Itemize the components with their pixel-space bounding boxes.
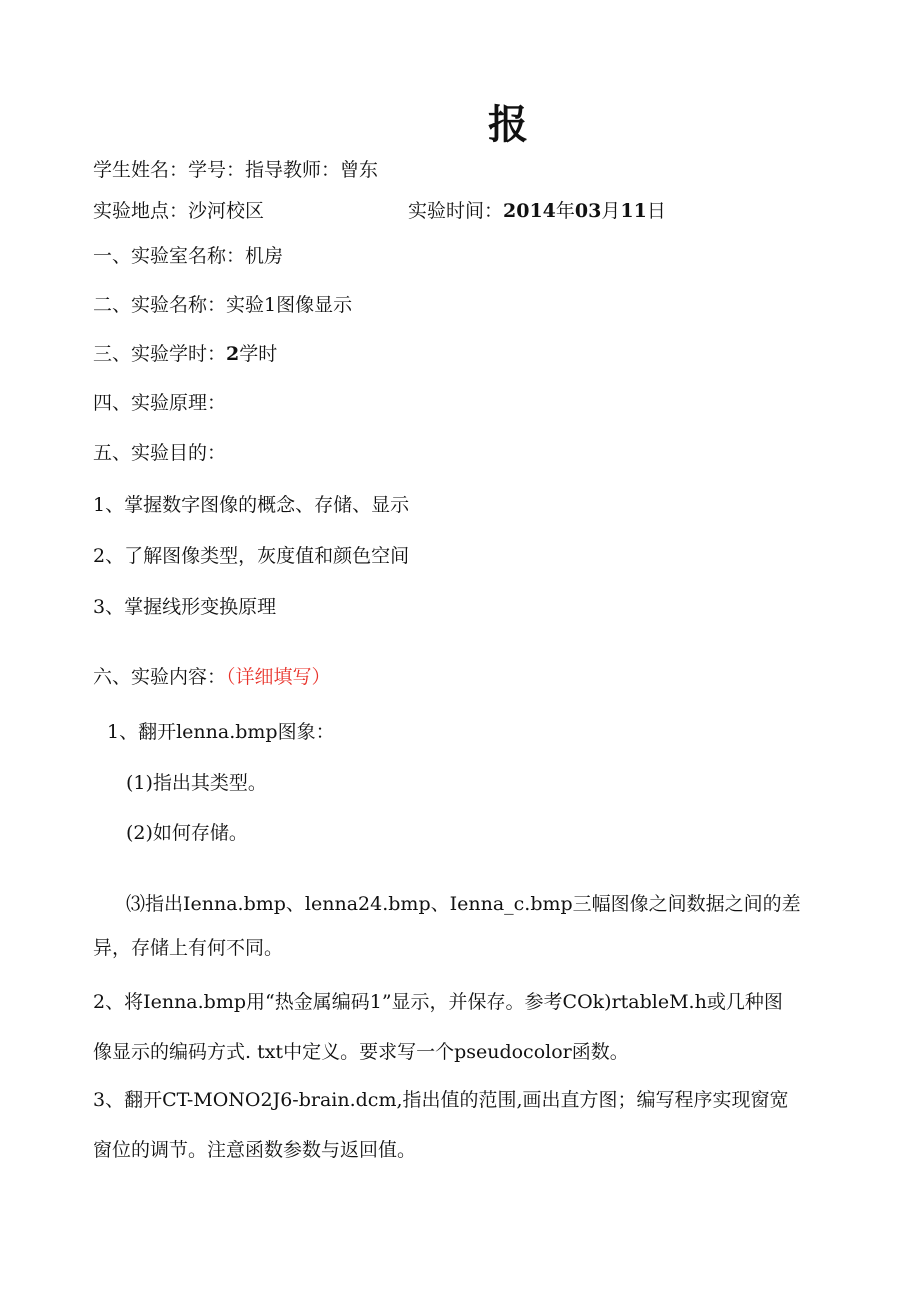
- content-item-2-line-1: 2、将Ienna.bmp用“热金属编码1”显示，并保存。参考COk)rtableM.h或几种图: [93, 991, 783, 1013]
- lab-time-day: 11: [620, 200, 647, 222]
- lab-hours-value: 2: [226, 343, 240, 365]
- student-info-line: 学生姓名：学号：指导教师：曾东: [93, 159, 379, 181]
- content-item-3-line-2: 窗位的调节。注意函数参数与返回值。: [93, 1139, 417, 1161]
- section-lab-hours: [93, 341, 277, 367]
- lab-location: 实验地点：沙河校区: [93, 200, 265, 222]
- lab-time-day-unit: 日: [646, 200, 666, 222]
- lab-time-month-unit: 月: [601, 200, 621, 222]
- section-lab-room: 一、实验室名称：机房: [93, 245, 284, 267]
- section-lab-name: 二、实验名称：实验1图像显示: [93, 294, 353, 316]
- section-principle: 四、实验原理：: [93, 392, 227, 414]
- lab-time-year-unit: 年: [555, 200, 575, 222]
- content-note: （详细填写）: [226, 666, 331, 688]
- section-purpose: 五、实验目的：: [93, 442, 227, 464]
- purpose-item: 3、掌握线形变换原理: [93, 596, 277, 618]
- purpose-item: 1、掌握数字图像的概念、存储、显示: [93, 494, 410, 516]
- lab-hours-label: 三、实验学时：: [93, 343, 227, 365]
- lab-time-label: 实验时间：: [408, 200, 504, 222]
- content-item-1: 1、翻开lenna.bmp图象：: [107, 721, 335, 743]
- report-title: 报: [488, 102, 528, 148]
- section-content: [93, 664, 331, 690]
- lab-time-year: 2014: [503, 200, 556, 222]
- content-heading: 六、实验内容：: [93, 666, 227, 688]
- content-sub-1: (1)指出其类型。: [126, 772, 267, 794]
- content-sub-2: (2)如何存储。: [126, 822, 248, 844]
- lab-time: [408, 198, 666, 224]
- content-item-2-line-2: 像显示的编码方式. txt中定义。要求写一个pseudocolor函数。: [93, 1041, 629, 1063]
- content-sub-3-line-1: ⑶指出Ienna.bmp、lenna24.bmp、Ienna_c.bmp三幅图像之间数据之间的差: [126, 893, 801, 915]
- lab-hours-unit: 学时: [239, 343, 278, 365]
- lab-time-month: 03: [574, 200, 602, 222]
- content-item-3-line-1: 3、翻开CT-MONO2J6-brain.dcm,指出值的范围,画出直方图；编写程序实现窗宽: [93, 1089, 789, 1111]
- purpose-item: 2、了解图像类型，灰度值和颜色空间: [93, 545, 410, 567]
- content-sub-3-line-2: 异，存储上有何不同。: [93, 937, 284, 959]
